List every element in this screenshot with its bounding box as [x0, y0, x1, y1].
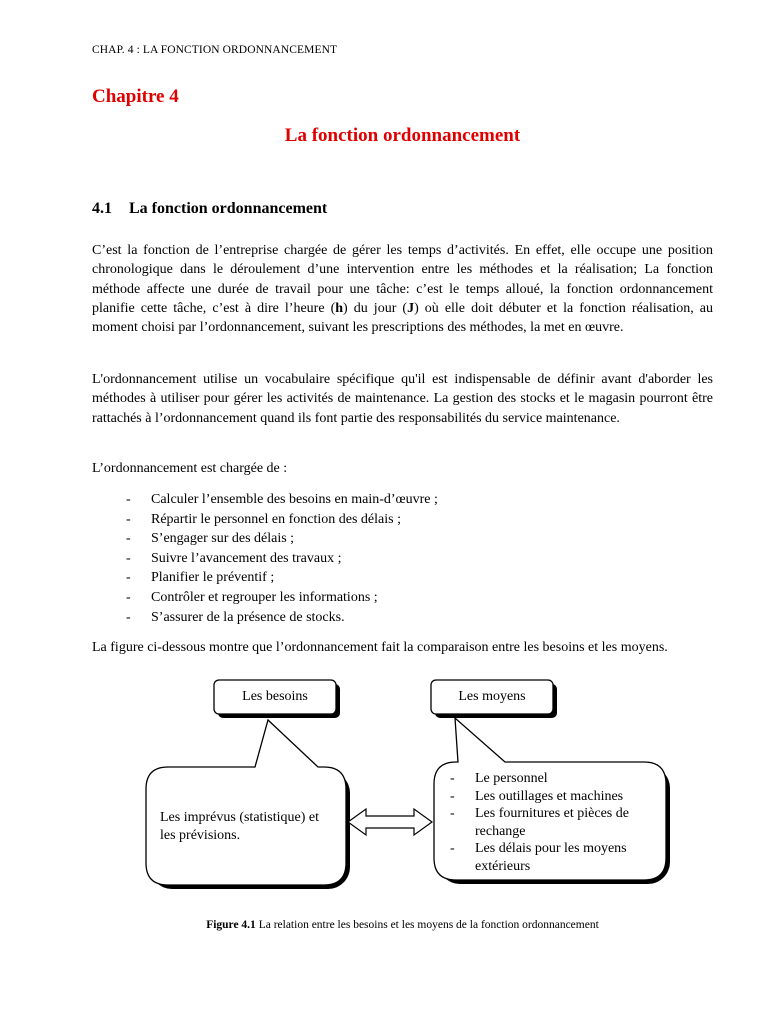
day-symbol: J — [407, 300, 415, 316]
list-item — [450, 788, 655, 806]
section-title: La fonction ordonnancement — [129, 200, 328, 217]
list-item-text: S’assurer de la présence de stocks. — [151, 609, 345, 625]
list-dash: - — [126, 550, 131, 566]
list-dash: - — [126, 609, 131, 625]
section-number: 4.1 — [92, 200, 112, 217]
chapter-title: La fonction ordonnancement — [284, 125, 521, 146]
caption-label: Figure 4.1 — [206, 919, 256, 931]
list-dash: - — [126, 511, 131, 527]
paragraph-1-part: ) du jour ( — [343, 300, 408, 316]
list-item-text: Planifier le préventif ; — [151, 570, 275, 586]
list-item-text: Les fournitures et pièces de rechange — [475, 806, 629, 839]
chapter-label: Chapitre 4 — [92, 86, 179, 107]
list-dash: - — [450, 771, 455, 786]
list-dash: - — [126, 589, 131, 605]
list-dash: - — [450, 806, 455, 821]
list-dash: - — [450, 788, 455, 804]
list-item-text: Les outillages et machines — [475, 788, 624, 804]
figure-caption — [0, 919, 768, 931]
list-dash: - — [126, 570, 131, 586]
list-item — [450, 770, 655, 788]
list-dash: - — [126, 531, 131, 547]
moyens-label: Les moyens — [458, 689, 526, 704]
paragraph-2: L'ordonnancement utilise un vocabulaire spécifique qu'il est indispensable de définir avant d'aborder les méthodes à utiliser pour gérer les activités de maintenance. La gestion des stocks et le magasin pourront être rattachés à l’ordonnancement quand ils font partie des responsabilités du service maintenance. — [92, 372, 713, 426]
paragraph-1-part: C’est la fonction de l’entreprise chargée de gérer les temps d’activités. En effet, elle occupe une position chronologique dans le déroulement d’une intervention entre les méthodes et la réalisation; La fonction méthode affecte une durée de travail pour une tâche: c’est le temps alloué, la fonction ordonnancement planifie cette tâche, c’est à dire l’heure ( — [92, 243, 713, 316]
caption-text: La relation entre les besoins et les moyens de la fonction ordonnancement — [255, 919, 599, 931]
list-item-text: Suivre l’avancement des travaux ; — [151, 550, 342, 566]
paragraph-3: L’ordonnancement est chargée de : — [92, 461, 288, 476]
list-item-text: Les délais pour les moyens extérieurs — [475, 841, 627, 874]
list-dash: - — [450, 841, 455, 856]
double-arrow-icon — [348, 809, 432, 835]
list-item-text: Calculer l’ensemble des besoins en main-d’œuvre ; — [151, 492, 438, 507]
hour-symbol: h — [335, 300, 344, 316]
list-item-text: Contrôler et regrouper les informations ; — [151, 589, 378, 605]
paragraph-4: La figure ci-dessous montre que l’ordonnancement fait la comparaison entre les besoins et les moyens. — [92, 640, 668, 655]
list-item-text: S’engager sur des délais ; — [151, 531, 295, 547]
running-head: CHAP. 4 : LA FONCTION ORDONNANCEMENT — [92, 44, 338, 56]
left-callout — [146, 720, 346, 885]
besoins-label: Les besoins — [242, 689, 308, 704]
list-item-text: Le personnel — [475, 771, 548, 786]
list-dash: - — [126, 492, 131, 507]
list-item-text: Répartir le personnel en fonction des délais ; — [151, 511, 401, 527]
left-callout-text: Les imprévus (statistique) et les prévisions. — [160, 810, 320, 843]
means-list — [450, 770, 655, 875]
list-item — [450, 805, 655, 840]
paragraph-1-part: ) où elle doit débuter et la fonction réalisation, au moment choisi par l’ordonnancement, suivant les prescriptions des méthodes, la met en œuvre. — [92, 300, 713, 336]
list-item — [450, 840, 655, 875]
